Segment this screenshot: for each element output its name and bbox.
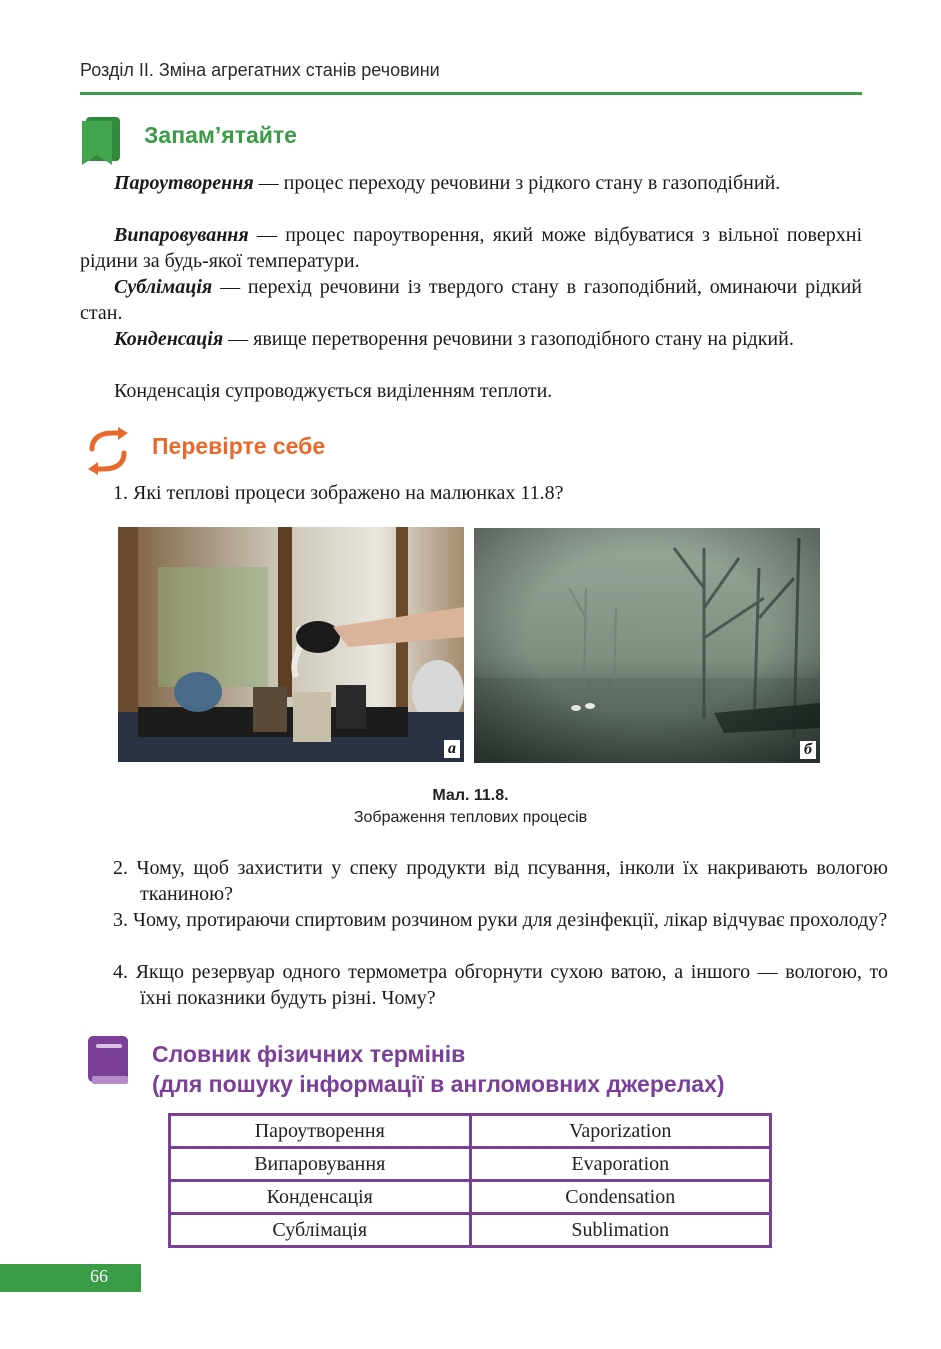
question-2: 2. Чому, щоб захистити у спеку продукти від псування, інколи їх накривають вологою тканиною? <box>113 857 888 905</box>
definition-vaporization: Пароутворення — процес переходу речовини з рідкого стану в газоподібний. <box>114 172 781 194</box>
header-divider <box>80 92 862 95</box>
term-english: Condensation <box>470 1181 771 1214</box>
photo-label-b: б <box>800 741 816 759</box>
question-3: 3. Чому, протираючи спиртовим розчином руки для дезінфекції, лікар відчуває прохолоду? <box>113 909 888 931</box>
dictionary-table <box>168 1113 772 1248</box>
page-number: 66 <box>90 1266 108 1286</box>
definition-condensation: Конденсація — явище перетворення речовини з газоподібного стану на рідкий. <box>114 328 794 350</box>
table-row <box>170 1181 771 1214</box>
table-row <box>170 1148 771 1181</box>
photo-tea-steam <box>118 527 464 762</box>
term-ukrainian: Конденсація <box>170 1181 471 1214</box>
term-english: Evaporation <box>470 1148 771 1181</box>
dictionary-title-line1: Словник фізичних термінів <box>152 1041 466 1067</box>
refresh-arrows-icon <box>82 427 134 475</box>
bookmark-icon <box>80 115 122 167</box>
question-4: 4. Якщо резервуар одного термометра обгорнути сухою ватою, а іншого — вологою, то їхні показники будуть різні. Чому? <box>113 961 888 1009</box>
photo-label-a: а <box>444 740 460 758</box>
photo-foggy-lake <box>474 528 820 763</box>
dictionary-title-line2: (для пошуку інформації в англомовних джерелах) <box>152 1071 725 1097</box>
term-english: Vaporization <box>470 1115 771 1148</box>
figure-caption-number: Мал. 11.8. <box>432 787 509 804</box>
check-title: Перевірте себе <box>152 433 326 459</box>
question-1: 1. Які теплові процеси зображено на малюнках 11.8? <box>113 482 564 504</box>
book-icon <box>86 1036 130 1086</box>
definition-evaporation: Випаровування — процес пароутворення, який може відбуватися з вільної поверхні рідини за будь-якої температури. <box>80 224 862 272</box>
term-ukrainian: Випаровування <box>170 1148 471 1181</box>
table-row <box>170 1214 771 1247</box>
term-english: Sublimation <box>470 1214 771 1247</box>
table-row <box>170 1115 771 1148</box>
definition-sublimation: Сублімація — перехід речовини із твердого стану в газоподібний, оминаючи рідкий стан. <box>80 276 862 324</box>
term-ukrainian: Пароутворення <box>170 1115 471 1148</box>
running-header: Розділ ІІ. Зміна агрегатних станів речовини <box>80 60 440 80</box>
condensation-note: Конденсація супроводжується виділенням теплоти. <box>114 380 553 402</box>
figure-caption-text: Зображення теплових процесів <box>353 809 588 826</box>
page-number-bar <box>0 1264 141 1292</box>
remember-title: Запам’ятайте <box>144 122 297 148</box>
term-ukrainian: Сублімація <box>170 1214 471 1247</box>
